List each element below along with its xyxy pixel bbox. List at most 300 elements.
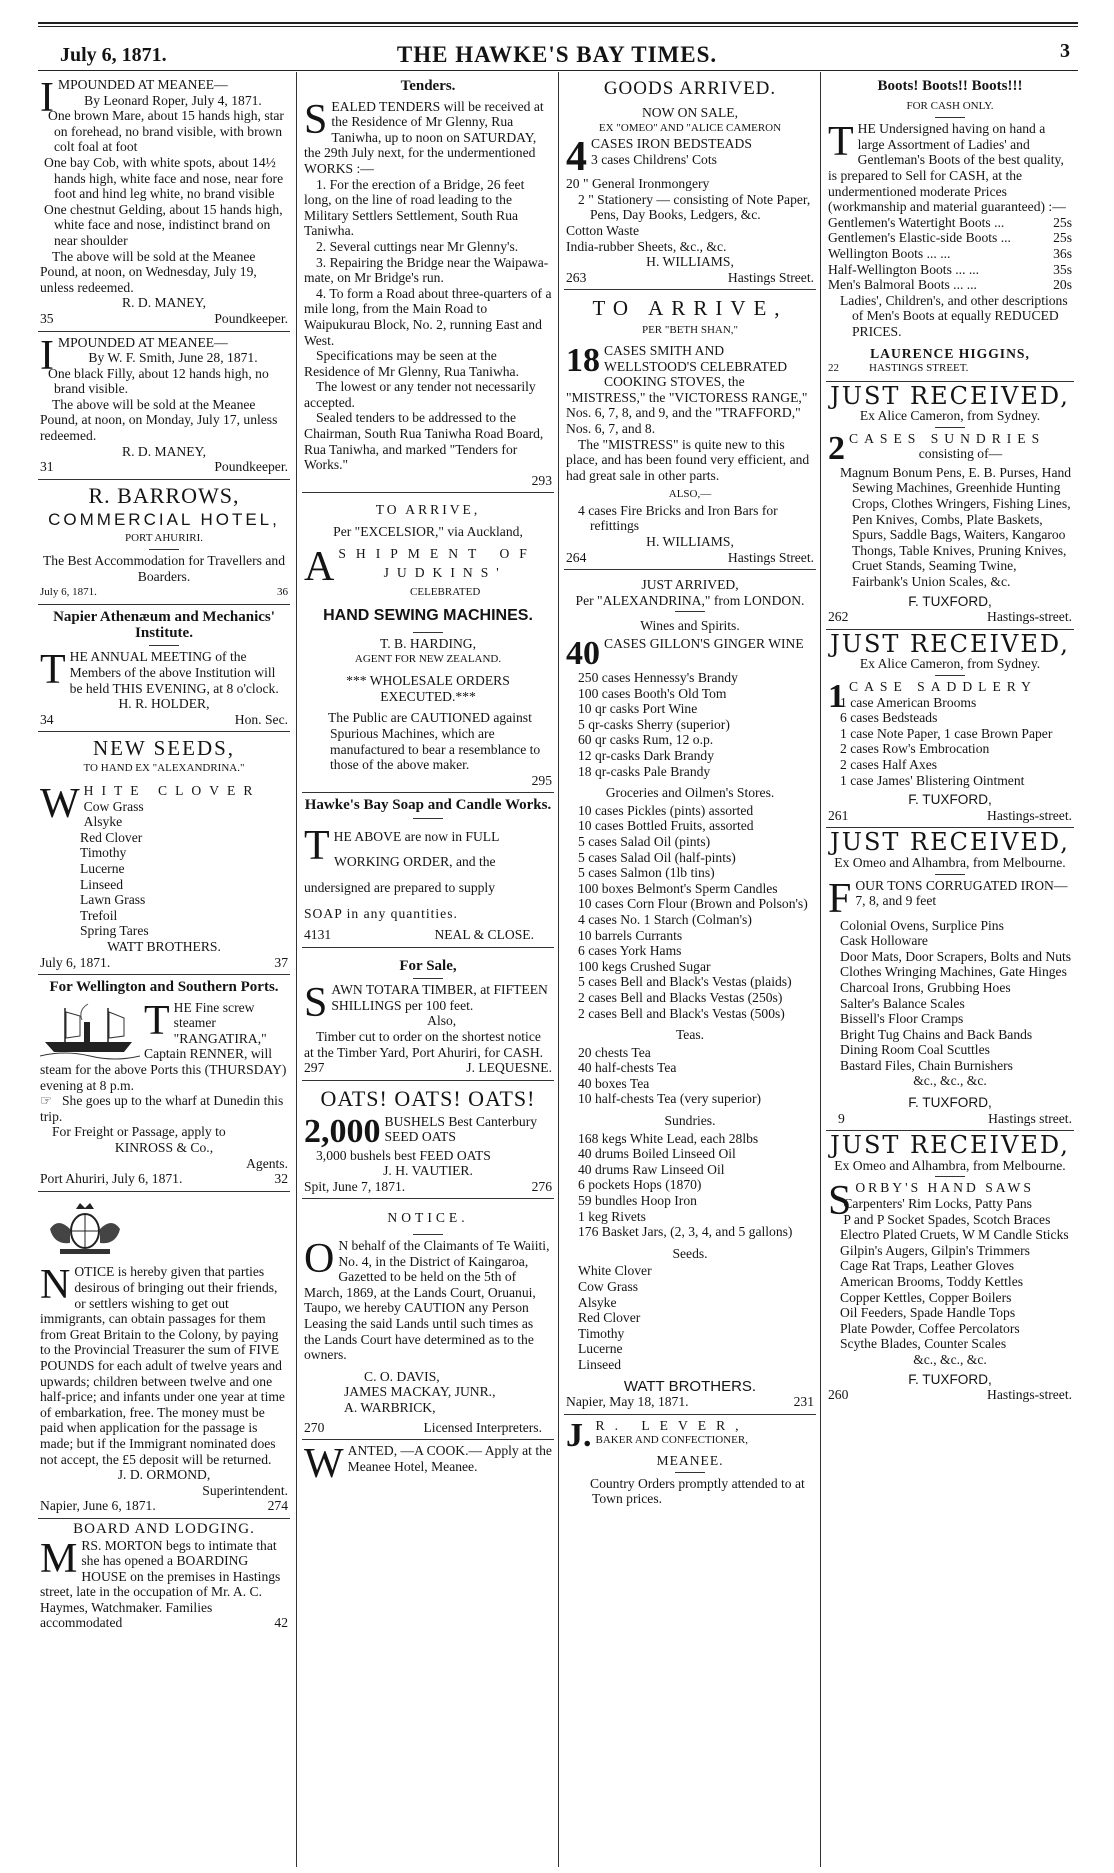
ad-subtitle: EX "OMEO" AND "ALICE CAMERON: [598, 121, 782, 134]
price-row: [828, 277, 1072, 293]
ad-body: HE Fine screw steamer "RANGATIRA," Captain RENNER, will steam for the above Ports this (THURSDAY) evening at 8 p.m.: [40, 999, 287, 1093]
drop-cap: O: [304, 1236, 335, 1283]
ad-body: 4 cases Fire Bricks and Iron Bars for refittings: [578, 502, 778, 534]
list-item: 1 keg Rivets: [578, 1208, 646, 1224]
list-item: Alsyke: [578, 1294, 617, 1310]
list-first-item: CASES GILLON'S GINGER WINE: [604, 636, 804, 652]
ad-role: AGENT FOR NEW ZEALAND.: [354, 652, 502, 665]
list-item: Trefoil: [80, 907, 118, 923]
drop-cap: I: [40, 332, 54, 379]
drop-cap: N: [40, 1262, 71, 1309]
ad-title: JUST ARRIVED,: [641, 577, 739, 593]
ad-title: GOODS ARRIVED.: [603, 78, 777, 99]
ad-role: Hon. Sec.: [234, 711, 288, 727]
list-first-item: HITE CLOVER: [83, 782, 261, 798]
ad-number: 4131: [304, 926, 332, 942]
list-item: Spring Tares: [80, 923, 149, 939]
ad-brand: JUDKINS': [383, 565, 507, 581]
ad-impounded-1: [38, 74, 290, 332]
column-4: [826, 74, 1074, 1864]
list-item: Copper Kettles, Copper Boilers: [840, 1289, 1012, 1305]
list-item: 2 cases Row's Embrocation: [840, 741, 990, 757]
list-item: Lucerne: [80, 860, 125, 876]
list-item: 2 cases Half Axes: [840, 756, 938, 772]
pointing-hand-icon: [568, 1476, 590, 1492]
ad-byline: By W. F. Smith, June 28, 1871.: [88, 350, 258, 366]
ad-rangatira: [38, 975, 290, 1192]
drop-cap: F: [828, 875, 852, 922]
ad-body: The above will be sold at the Meanee Pound, at noon, on Wednesday, July 19, unless redeemed.: [40, 248, 257, 295]
price-value: 35s: [1053, 261, 1072, 277]
ad-body: &c., &c., &c.: [913, 1073, 987, 1089]
ad-date: Napier, May 18, 1871.: [566, 1394, 689, 1410]
list-item: 6 cases Bedsteads: [840, 710, 938, 726]
ad-board-lodging: [38, 1519, 290, 1635]
list-item: 5 cases Bell and Black's Vestas (plaids): [578, 974, 792, 990]
wines-list: [566, 670, 814, 779]
price-row: [828, 262, 1072, 278]
ad-body: HE ABOVE are now in FULL: [333, 828, 500, 844]
top-rule-thin: [38, 26, 1078, 27]
ad-wanted-cook: [302, 1440, 554, 1488]
list-item: American Brooms, Toddy Kettles: [840, 1274, 1024, 1289]
price-row: [828, 230, 1072, 246]
ad-signature: KINROSS & Co.,: [114, 1140, 214, 1156]
drop-cap: T: [144, 997, 170, 1044]
ad-number: 295: [531, 772, 552, 788]
list-first-item: OUR TONS CORRUGATED IRON—7, 8, and 9 feet: [855, 877, 1068, 909]
ad-role: Agents.: [246, 1155, 288, 1171]
drop-cap: T: [304, 822, 330, 869]
ad-to-arrive-stoves: [564, 290, 816, 570]
list-item: 168 kegs White Lead, each 28lbs: [578, 1130, 759, 1146]
ad-signature: LAURENCE HIGGINS,: [870, 345, 1030, 361]
ad-sewing-machines: [302, 493, 554, 793]
ad-tenders: [302, 74, 554, 493]
list-item: 100 kegs Crushed Sugar: [578, 958, 711, 974]
ad-body: 3,000 bushels best FEED OATS: [316, 1147, 491, 1163]
column-divider: [558, 72, 559, 1867]
list-item: Salter's Balance Scales: [840, 995, 965, 1011]
ad-address: Hastings-street.: [987, 807, 1072, 823]
ad-subtitle: Per "EXCELSIOR," via Auckland,: [333, 524, 523, 540]
list-item: 40 drums Raw Linseed Oil: [578, 1161, 725, 1177]
ironmongery-list: [828, 918, 1072, 1074]
ad-hand-saws: [826, 1131, 1074, 1407]
price-item: Half-Wellington Boots ... ...: [828, 261, 980, 277]
list-item: 59 bundles Hoop Iron: [578, 1193, 697, 1209]
ad-subtitle: NOW ON SALE,: [641, 105, 739, 120]
ad-body: She goes up to the wharf at Dunedin this trip.: [40, 1093, 284, 1124]
ad-title: Tenders.: [400, 78, 456, 94]
list-item: 4. To form a Road about three-quarters of a mile long, from the Main Road to Waipukurau Block, No. 2, running East and West.: [304, 285, 552, 348]
list-item: Scythe Blades, Counter Scales: [840, 1336, 1007, 1352]
newspaper-title: THE HAWKE'S BAY TIMES.: [396, 42, 718, 67]
ad-number: 9: [838, 1110, 845, 1126]
ad-title: For Sale,: [399, 957, 457, 974]
list-item: Timothy: [80, 845, 127, 861]
list-item: 10 barrels Currants: [578, 927, 683, 943]
ad-body: WORKING ORDER, and the: [334, 853, 496, 869]
ad-for-sale-timber: [302, 948, 554, 1081]
ad-saddlery-tuxford: [826, 630, 1074, 829]
ad-commercial-hotel: [38, 480, 290, 605]
header-rule: [38, 70, 1078, 71]
ad-body: consisting of—: [918, 446, 1003, 462]
teas-list: [566, 1045, 814, 1107]
section-heading: Seeds.: [672, 1245, 708, 1261]
list-item: 3. Repairing the Bridge near the Waipawa-mate, on Mr Bridge's run.: [304, 254, 549, 286]
drop-cap: 1: [828, 678, 845, 715]
list-item: Gilpin's Augers, Gilpin's Trimmers: [840, 1242, 1030, 1258]
list-item: 10 cases Corn Flour (Brown and Polson's): [578, 896, 808, 912]
ad-just-arrived-alexandrina: [564, 570, 816, 1415]
ad-subtitle: Ex Alice Cameron, from Sydney.: [859, 656, 1041, 672]
ad-place: PORT AHURIRI.: [125, 531, 203, 544]
drop-cap: W: [304, 1441, 344, 1488]
section-heading: Wines and Spirits.: [640, 618, 740, 634]
ad-notice: *** WHOLESALE ORDERS EXECUTED.***: [346, 673, 510, 704]
list-item: Timothy: [578, 1325, 625, 1341]
ad-signature: H. R. HOLDER,: [118, 696, 210, 712]
ad-title: OATS! OATS! OATS!: [320, 1085, 536, 1111]
list-item: Alsyke: [83, 814, 123, 830]
list-item: One chestnut Gelding, about 15 hands high, white face and nose, indistinct brand on near shoulder: [44, 201, 283, 248]
ad-body: BUSHELS Best Canterbury SEED OATS: [384, 1113, 538, 1145]
price-value: 36s: [1053, 245, 1072, 261]
price-item: Gentlemen's Elastic-side Boots ...: [828, 230, 1011, 246]
ad-body: The lowest or any tender not necessarily accepted.: [304, 379, 536, 410]
ad-number: 42: [274, 1615, 288, 1631]
ad-body: The Best Accommodation for Travellers and Boarders.: [43, 553, 285, 585]
ad-number: 264: [566, 549, 587, 565]
ad-goods-arrived: [564, 74, 816, 290]
column-divider: [296, 72, 297, 1867]
ad-number: 263: [566, 269, 587, 285]
price-row: [828, 246, 1072, 262]
list-item: 5 cases Salmon (1lb tins): [578, 865, 715, 881]
ad-number: 22: [828, 362, 839, 375]
list-item: 10 cases Pickles (pints) assorted: [578, 802, 754, 818]
ad-role: Poundkeeper.: [214, 459, 288, 475]
ad-title: R. LEVER,: [595, 1417, 749, 1433]
column-2: [302, 74, 554, 1864]
ad-impounded-2: [38, 332, 290, 480]
ad-number: 231: [793, 1394, 814, 1410]
ad-title: JUST RECEIVED,: [830, 381, 1070, 410]
list-item: 10 half-chests Tea (very superior): [578, 1091, 761, 1107]
ad-title: JUST RECEIVED,: [830, 1131, 1070, 1160]
price-item: Wellington Boots ... ...: [828, 245, 951, 261]
list-item: 5 cases Salad Oil (half-pints): [578, 849, 736, 865]
ad-body: CASES SMITH AND WELLSTOOD'S CELEBRATED COOKING STOVES, the "MISTRESS," the "VICTORESS RANGE," Nos. 6, 7, 8, and 9, and the "TRAFFORD," Nos. 6, 7, and 8.: [566, 342, 808, 436]
ad-address: Hastings-street.: [987, 609, 1072, 625]
ad-number: 297: [304, 1060, 325, 1076]
list-item: 2 " Stationery — consisting of Note Paper, Pens, Day Books, Ledgers, &c.: [578, 191, 811, 223]
drop-cap: 40: [566, 635, 600, 673]
ad-body: OTICE is hereby given that parties desirous of bringing out their friends, or settlers wishing to get out immigrants, can obtain passages for them from Great Britain to the Colony, by paying to the Provincial Treasurer the sum of FIVE POUNDS for each adult of twelve years and upwards; children between twelve and one half-price; and infants under one year at time of embarkation, free. The money must be paid when application for the passage is made; but if the Immigrant nominated does not accept, the £5 deposit will be returned.: [40, 1264, 285, 1467]
ad-body: CELEBRATED: [410, 585, 481, 598]
ad-number: 261: [828, 807, 849, 823]
page-number: 3: [1060, 40, 1070, 62]
ad-signature: R. D. MANEY,: [122, 443, 206, 459]
ad-subtitle: Ex Omeo and Alhambra, from Melbourne.: [834, 854, 1066, 870]
list-item: Charcoal Irons, Grubbing Hoes: [840, 979, 1011, 995]
ad-body: ANTED, —A COOK.— Apply at the Meanee Hotel, Meanee.: [347, 1443, 552, 1474]
ad-date: July 6, 1871.: [40, 954, 111, 970]
ad-signature: A. WARBRICK,: [344, 1400, 436, 1415]
list-item: One black Filly, about 12 hands high, no brand visible.: [48, 365, 269, 397]
ad-subtitle: PER "BETH SHAN,": [641, 324, 739, 337]
list-item: Colonial Ovens, Surplice Pins: [840, 917, 1004, 933]
list-item: Electro Plated Cruets, W M Candle Sticks: [840, 1227, 1069, 1243]
list-item: Lawn Grass: [80, 892, 146, 908]
list-item: Bastard Files, Chain Burnishers: [840, 1057, 1013, 1073]
ad-baker-lever: [564, 1415, 816, 1511]
hardware-list: [828, 1196, 1072, 1352]
list-item: Dining Room Coal Scuttles: [840, 1042, 990, 1058]
drop-cap: 2: [828, 429, 845, 467]
section-heading: Teas.: [675, 1027, 705, 1043]
ad-subtitle: Ex Omeo and Alhambra, from Melbourne.: [834, 1157, 1066, 1173]
ad-boots: [826, 74, 1074, 382]
list-item: 1 case American Brooms: [840, 694, 977, 710]
ad-signature: F. TUXFORD,: [908, 1095, 992, 1111]
list-item: Cow Grass: [83, 798, 144, 814]
ad-address: Hastings Street.: [727, 549, 814, 565]
ad-body: SHIPMENT OF: [338, 545, 537, 561]
list-item: Cage Rat Traps, Leather Gloves: [840, 1258, 1015, 1274]
ad-signature: F. TUXFORD,: [908, 593, 992, 609]
list-item: 6 pockets Hops (1870): [578, 1177, 702, 1193]
ad-role: Poundkeeper.: [214, 310, 288, 326]
list-item: One brown Mare, about 15 hands high, star on forehead, no brand visible, with brown colt foal at foot: [48, 108, 284, 155]
ad-title: TO ARRIVE,: [592, 296, 788, 321]
list-item: 10 cases Bottled Fruits, assorted: [578, 818, 754, 834]
ad-signature: F. TUXFORD,: [908, 1371, 992, 1387]
ad-signature: C. O. DAVIS,: [364, 1368, 440, 1384]
ad-address: Hastings Street.: [727, 269, 814, 285]
ad-sundries-tuxford: [826, 382, 1074, 630]
drop-cap: M: [40, 1535, 78, 1582]
list-item: 40 drums Boiled Linseed Oil: [578, 1146, 736, 1162]
list-item: 40 boxes Tea: [578, 1075, 650, 1091]
ad-title: Napier Athenæum and Mechanics' Institute.: [53, 609, 275, 641]
list-item: 12 qr-casks Dark Brandy: [578, 748, 715, 763]
list-item: Carpenters' Rim Locks, Patty Pans: [843, 1196, 1032, 1212]
list-item: 6 cases York Hams: [578, 943, 682, 959]
list-item: Bissell's Floor Cramps: [840, 1011, 964, 1027]
ad-address: HASTINGS STREET.: [869, 362, 969, 375]
ad-body: Country Orders promptly attended to at Town prices.: [590, 1475, 805, 1507]
list-item: White Clover: [578, 1263, 652, 1279]
ad-signature: H. WILLIAMS,: [646, 254, 734, 270]
ad-body: ALSO,—: [668, 488, 712, 501]
ad-place: MEANEE.: [656, 1452, 724, 1468]
ad-signature: JAMES MACKAY, JUNR.,: [344, 1384, 496, 1400]
list-item: India-rubber Sheets, &c., &c.: [566, 238, 727, 254]
list-item: 176 Basket Jars, (2, 3, 4, and 5 gallons): [578, 1224, 793, 1240]
ad-signature: J. LEQUESNE.: [466, 1060, 552, 1076]
ad-address: Hastings street.: [988, 1110, 1072, 1126]
list-item: 1 case Note Paper, 1 case Brown Paper: [840, 725, 1053, 741]
list-item: 1. For the erection of a Bridge, 26 feet long, on the line of road leading to the Military Settlers Settlement, South Rua Taniwha.: [304, 176, 525, 239]
drop-cap: T: [828, 119, 854, 166]
list-first-item: ORBY'S HAND SAWS: [855, 1180, 1034, 1196]
ad-signature: WATT BROTHERS.: [107, 938, 221, 954]
ad-title: TO ARRIVE,: [375, 502, 481, 518]
drop-cap: S: [828, 1178, 852, 1225]
ad-number: 37: [274, 954, 288, 970]
ad-subtitle: FOR CASH ONLY.: [906, 99, 994, 112]
list-item: P and P Socket Spades, Scotch Braces: [843, 1211, 1051, 1227]
ad-corrugated-iron: [826, 828, 1074, 1131]
ad-body: RS. MORTON begs to intimate that she has opened a BOARDING HOUSE on the premises in Hastings street, late in the occupation of Mr. A. C. Haymes, Watchmaker. Families accommodated: [40, 1537, 281, 1631]
ad-soap-works: [302, 793, 554, 947]
section-heading: Sundries.: [664, 1113, 716, 1129]
ad-date: July 6, 1871.: [40, 585, 97, 598]
list-item: 2 cases Bell and Black's Vestas (500s): [578, 1005, 785, 1021]
royal-arms-icon: [40, 1199, 130, 1257]
list-item: Lucerne: [578, 1341, 623, 1357]
issue-date: July 6, 1871.: [60, 44, 167, 66]
ad-body: The Public are CAUTIONED against Spurious Machines, which are manufactured to bear a resemblance to those of the above maker.: [328, 710, 541, 773]
ad-signature: J. D. ORMOND,: [117, 1467, 211, 1483]
ad-address: Hastings-street.: [987, 1387, 1072, 1403]
list-item: Bright Tug Chains and Back Bands: [840, 1026, 1033, 1042]
drop-cap: J.: [566, 1416, 592, 1454]
ad-body: The "MISTRESS" is quite new to this place, and has been found very efficient, and had great sale in other parts.: [566, 436, 810, 483]
masthead: [0, 28, 1114, 67]
ad-body: N behalf of the Claimants of Te Waiiti, No. 4, in the District of Kaingaroa, Gazetted to be held on the 5th of March, 1869, at the Lands Court, Oruanui, Taupo, we hereby CAUTION any Person Leasing the said Lands until such times as the Lands Court have determined as to the owners.: [304, 1238, 550, 1363]
ad-title: JUST RECEIVED,: [830, 828, 1070, 857]
steamship-icon: [40, 1000, 140, 1060]
ad-title: MPOUNDED AT MEANEE—: [58, 334, 228, 350]
list-item: Red Clover: [80, 829, 143, 845]
price-value: 25s: [1053, 214, 1072, 230]
drop-cap: T: [40, 647, 66, 694]
top-rule: [38, 22, 1078, 24]
ad-new-seeds: [38, 732, 290, 975]
ad-athenaeum: [38, 605, 290, 732]
groceries-list: [566, 803, 814, 1021]
list-item: Plate Powder, Coffee Percolators: [840, 1320, 1020, 1336]
ad-role: Superintendent.: [202, 1482, 288, 1498]
list-item: 20 " General Ironmongery: [566, 176, 710, 192]
list-item: 100 boxes Belmont's Sperm Candles: [578, 880, 778, 896]
ad-subtitle: Ex Alice Cameron, from Sydney.: [859, 408, 1041, 424]
ad-body: Specifications may be seen at the Residence of Mr Glenny, Rua Taniwha.: [304, 348, 519, 379]
ad-title: Boots! Boots!! Boots!!!: [877, 78, 1023, 94]
list-item: 1 case James' Blistering Ointment: [840, 772, 1025, 788]
list-item: Oil Feeders, Spade Handle Tops: [840, 1305, 1016, 1321]
saddlery-list: [828, 695, 1072, 789]
list-item: 2. Several cuttings near Mr Glenny's.: [316, 238, 519, 254]
list-first-item: CASE SADDLERY: [849, 679, 1037, 694]
price-row: [828, 215, 1072, 231]
column-3: [564, 74, 816, 1864]
drop-cap: A: [304, 543, 335, 590]
ad-title: Hawke's Bay Soap and Candle Works.: [304, 797, 552, 814]
ad-body: HE Undersigned having on hand a large Assortment of Ladies' and Gentleman's Boots of the best quality, is prepared to Sell for CASH, at the undermentioned moderate Prices (workmanship and material guaranteed) :—: [828, 121, 1066, 215]
ad-number: 262: [828, 609, 849, 625]
list-item: 100 cases Booth's Old Tom: [578, 685, 727, 701]
ad-number: 270: [304, 1419, 325, 1435]
list-item: One bay Cob, with white spots, about 14½ hands high, white face and nose, near fore foot and hind leg white, no brand visible: [44, 154, 284, 202]
list-item: Clothes Wringing Machines, Gate Hinges: [840, 964, 1067, 980]
ad-signature: WATT BROTHERS.: [623, 1377, 757, 1395]
ad-number: 274: [267, 1498, 288, 1514]
ad-title: BOARD AND LODGING.: [73, 1520, 255, 1537]
ad-date: Port Ahuriri, July 6, 1871.: [40, 1171, 183, 1187]
ad-signature: T. B. HARDING,: [379, 636, 477, 651]
ad-role: Licensed Interpreters.: [423, 1419, 542, 1435]
list-item: Linseed: [80, 876, 124, 892]
sundries-list: [566, 1131, 814, 1240]
ad-body: Sealed tenders to be addressed to the Chairman, South Rua Taniwha Road Board, Rua Taniwha, and marked "Tenders for Works.": [304, 410, 544, 473]
ad-body: &c., &c., &c.: [913, 1351, 987, 1367]
ad-oats: [302, 1081, 554, 1200]
list-item: Cask Holloware: [840, 933, 928, 949]
ad-role: BAKER AND CONFECTIONER,: [595, 1434, 748, 1447]
list-item: 5 qr-casks Sherry (superior): [578, 716, 730, 732]
ad-number: 31: [40, 459, 54, 475]
ad-body: The above will be sold at the Meanee Pound, at noon, on Monday, July 17, unless redeemed.: [40, 396, 278, 444]
pointing-hand-icon: [306, 710, 328, 726]
price-item: Gentlemen's Watertight Boots ...: [828, 214, 1005, 230]
price-list: [828, 215, 1072, 293]
ad-number: 32: [274, 1171, 288, 1187]
ad-title: NEW SEEDS,: [92, 736, 236, 761]
list-item: 4 cases No. 1 Starch (Colman's): [578, 911, 752, 927]
ad-signature: J. H. VAUTIER.: [383, 1163, 473, 1179]
ad-title: NOTICE.: [387, 1210, 469, 1226]
ad-title: MPOUNDED AT MEANEE—: [58, 77, 228, 92]
list-item: 60 qr casks Rum, 12 o.p.: [578, 732, 714, 748]
seeds-list: [566, 1263, 814, 1372]
ad-body: undersigned are prepared to supply: [304, 879, 496, 895]
price-value: 25s: [1053, 230, 1072, 246]
drop-cap: W: [40, 780, 80, 827]
ad-number: 260: [828, 1387, 849, 1403]
ad-date: Spit, June 7, 1871.: [304, 1178, 406, 1194]
list-item: 20 chests Tea: [578, 1044, 651, 1060]
ad-body: HE ANNUAL MEETING of the Members of the above Institution will be held THIS EVENING, at 8 o'clock.: [69, 649, 279, 696]
price-value: 20s: [1053, 277, 1072, 293]
list-item: Cotton Waste: [566, 222, 640, 238]
ad-notice-waiiti: [302, 1199, 554, 1440]
ad-body: AWN TOTARA TIMBER, at FIFTEEN SHILLINGS per 100 feet.: [331, 982, 548, 1013]
price-item: Men's Balmoral Boots ... ...: [828, 277, 977, 293]
list-item: Linseed: [578, 1356, 622, 1372]
ad-number: 35: [40, 310, 54, 326]
drop-cap: 2,000: [304, 1112, 381, 1150]
ad-number: 34: [40, 711, 54, 727]
list-item: 18 qr-casks Pale Brandy: [578, 763, 711, 779]
ad-signature: H. WILLIAMS,: [646, 534, 734, 550]
list-item: 2 cases Bell and Blacks Vestas (250s): [578, 989, 783, 1005]
ad-body: EALED TENDERS will be received at the Residence of Mr Glenny, Rua Taniwha, up to noon on SATURDAY, the 29th July next, for the undermentioned WORKS :—: [304, 98, 544, 176]
column-1: [38, 74, 290, 1864]
ad-signature: R. D. MANEY,: [122, 295, 206, 311]
ad-title: For Wellington and Southern Ports.: [49, 979, 279, 996]
ad-subtitle: Per "ALEXANDRINA," from LONDON.: [575, 592, 805, 608]
list-item: Red Clover: [578, 1310, 641, 1326]
ad-signature: F. TUXFORD,: [908, 792, 992, 808]
list-item: 10 qr casks Port Wine: [578, 701, 698, 717]
ad-title: JUST RECEIVED,: [830, 629, 1070, 658]
ad-subtitle: TO HAND EX "ALEXANDRINA.": [83, 762, 245, 775]
